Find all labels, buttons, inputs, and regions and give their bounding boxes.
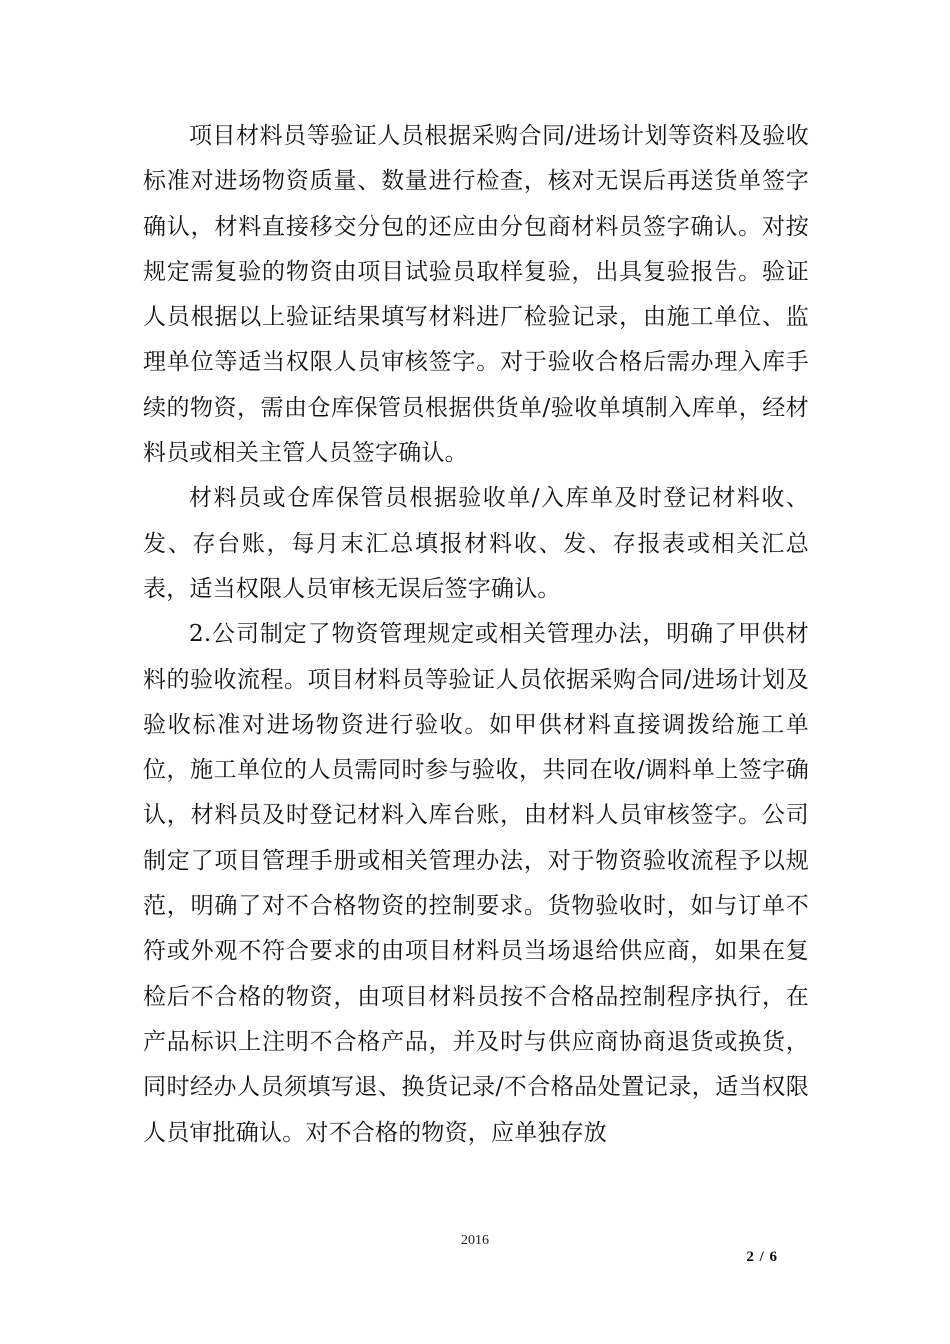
paragraph-1: 项目材料员等验证人员根据采购合同/进场计划等资料及验收标准对进场物资质量、数量进行检查，核对无误后再送货单签字确认，材料直接移交分包的还应由分包商材料员签字确认。对按规定需复验的物资由项目试验员取样复验，出具复验报告。验证人员根据以上验证结果填写材料进厂检验记录，由施工单位、监理单位等适当权限人员审核签字。对于验收合格后需办理入库手续的物资，需由仓库保管员根据供货单/验收单填制入库单，经材料员或相关主管人员签字确认。 (143, 123, 809, 467)
page-number: 2 / 6 (746, 1249, 778, 1265)
paragraph-2: 材料员或仓库保管员根据验收单/入库单及时登记材料收、发、存台账，每月末汇总填报材料收、发、存报表或相关汇总表，适当权限人员审核无误后签字确认。 (143, 485, 809, 602)
document-body (143, 114, 809, 1156)
footer-year: 2016 (461, 1233, 489, 1248)
paragraph-3: 2.公司制定了物资管理规定或相关管理办法，明确了甲供材料的验收流程。项目材料员等验证人员依据采购合同/进场计划及验收标准对进场物资进行验收。如甲供材料直接调拨给施工单位，施工单位的人员需同时参与验收，共同在收/调料单上签字确认，材料员及时登记材料入库台账，由材料人员审核签字。公司制定了项目管理手册或相关管理办法，对于物资验收流程予以规范，明确了对不合格物资的控制要求。货物验收时，如与订单不符或外观不符合要求的由项目材料员当场退给供应商，如果在复检后不合格的物资，由项目材料员按不合格品控制程序执行，在产品标识上注明不合格产品，并及时与供应商协商退货或换货，同时经办人员须填写退、换货记录/不合格品处置记录，适当权限人员审批确认。对不合格的物资，应单独存放 (143, 621, 809, 1146)
